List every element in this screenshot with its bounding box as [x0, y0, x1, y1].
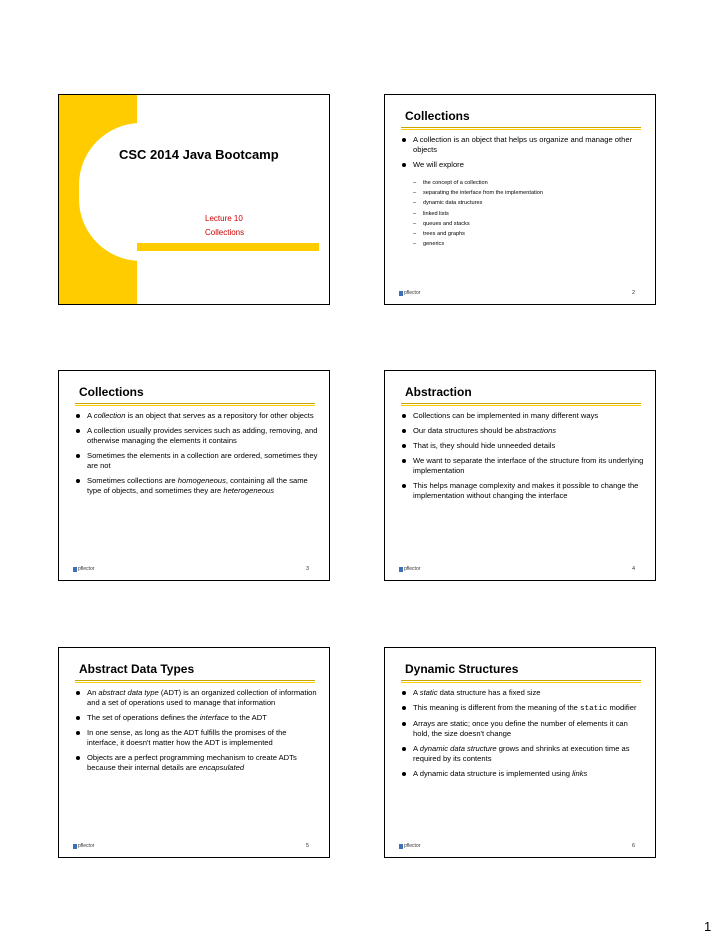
- logo-text: pflector: [404, 566, 421, 572]
- bullet-item: This meaning is different from the meaning of the static modifier: [401, 703, 645, 714]
- title-rule: [401, 680, 641, 681]
- title-rule: [75, 403, 315, 404]
- bullet-item: An abstract data type (ADT) is an organized collection of information and a set of operations used to manage that information: [75, 688, 319, 708]
- logo-icon: [399, 291, 403, 296]
- logo-icon: [399, 567, 403, 572]
- sub-bullet-item: – separating the interface from the implementation: [413, 188, 543, 198]
- sub-bullet-item: – queues and stacks: [413, 219, 543, 229]
- page-number: 5: [305, 843, 309, 849]
- title-rule: [401, 403, 641, 404]
- bullet-item: Sometimes collections are homogeneous, containing all the same type of objects, and sometimes they are heterogeneous: [75, 476, 319, 496]
- title-rule-accent: [401, 682, 641, 683]
- page-number: 4: [631, 566, 635, 572]
- sub-bullet-item: – generics: [413, 239, 543, 249]
- sub-bullet-item: – the concept of a collection: [413, 178, 543, 188]
- title-rule: [75, 680, 315, 681]
- bullet-item: A dynamic data structure is implemented using links: [401, 769, 645, 779]
- bullet-item: A collection is an object that serves as a repository for other objects: [75, 411, 319, 421]
- footer-logo: [73, 843, 94, 849]
- title-rule-accent: [401, 129, 641, 130]
- title-rule: [401, 127, 641, 128]
- logo-text: pflector: [78, 843, 95, 849]
- bullet-item: A dynamic data structure grows and shrinks at execution time as required by its contents: [401, 744, 645, 764]
- bullet-list: [75, 688, 319, 778]
- slide-3: [58, 370, 330, 581]
- page-number: 3: [305, 566, 309, 572]
- footer-logo: [73, 566, 94, 572]
- bullet-item: That is, they should hide unneeded details: [401, 441, 645, 451]
- bullet-item: In one sense, as long as the ADT fulfills the promises of the interface, it doesn't matter how the ADT is implemented: [75, 728, 319, 748]
- bullet-item: We want to separate the interface of the structure from its underlying implementation: [401, 456, 645, 476]
- slide-title: Dynamic Structures: [405, 662, 519, 676]
- logo-icon: [73, 844, 77, 849]
- logo-text: pflector: [78, 566, 95, 572]
- bullet-item: Collections can be implemented in many different ways: [401, 411, 645, 421]
- slide-title: Abstraction: [405, 385, 472, 399]
- bullet-item: The set of operations defines the interface to the ADT: [75, 713, 319, 723]
- logo-text: pflector: [404, 290, 421, 296]
- bullet-item: Sometimes the elements in a collection are ordered, sometimes they are not: [75, 451, 319, 471]
- bullet-item: A static data structure has a fixed size: [401, 688, 645, 698]
- title-rule-accent: [75, 405, 315, 406]
- slide-4: [384, 370, 656, 581]
- slide-title: Collections: [79, 385, 144, 399]
- slide-6: [384, 647, 656, 858]
- logo-icon: [399, 844, 403, 849]
- page-number: 6: [631, 843, 635, 849]
- bullet-item: A collection is an object that helps us organize and manage other objects: [401, 135, 645, 155]
- sub-bullet-item: – trees and graphs: [413, 229, 543, 239]
- bullet-item: A collection usually provides services such as adding, removing, and otherwise managing the elements it contains: [75, 426, 319, 446]
- slide-title: Collections: [405, 109, 470, 123]
- lecture-number: Lecture 10: [205, 214, 243, 223]
- bullet-list: [401, 135, 645, 175]
- logo-icon: [73, 567, 77, 572]
- slide-5: [58, 647, 330, 858]
- sheet-page-number: 1: [704, 919, 712, 934]
- sub-bullet-list: [413, 178, 543, 249]
- footer-logo: [399, 566, 420, 572]
- bullet-list: [401, 688, 645, 784]
- slide-2: [384, 94, 656, 305]
- bullet-item: Our data structures should be abstractions: [401, 426, 645, 436]
- bullet-item: This helps manage complexity and makes it possible to change the implementation without changing the interface: [401, 481, 645, 501]
- bullet-item: Arrays are static; once you define the number of elements it can hold, the size doesn't change: [401, 719, 645, 739]
- footer-logo: [399, 843, 420, 849]
- title-rule-accent: [401, 405, 641, 406]
- sub-bullet-item: – dynamic data structures: [413, 198, 543, 208]
- bullet-list: [75, 411, 319, 501]
- slide-1: [58, 94, 330, 305]
- bullet-item: Objects are a perfect programming mechanism to create ADTs because their internal details are encapsulated: [75, 753, 319, 773]
- page-number: 2: [631, 290, 635, 296]
- yellow-underline: [137, 243, 319, 251]
- title-tab: [79, 123, 319, 261]
- bullet-item: We will explore: [401, 160, 645, 170]
- sub-bullet-item: – linked lists: [413, 209, 543, 219]
- bullet-list: [401, 411, 645, 506]
- title-rule-accent: [75, 682, 315, 683]
- course-title: CSC 2014 Java Bootcamp: [119, 147, 279, 162]
- lecture-topic: Collections: [205, 228, 245, 237]
- footer-logo: [399, 290, 420, 296]
- slide-title: Abstract Data Types: [79, 662, 195, 676]
- logo-text: pflector: [404, 843, 421, 849]
